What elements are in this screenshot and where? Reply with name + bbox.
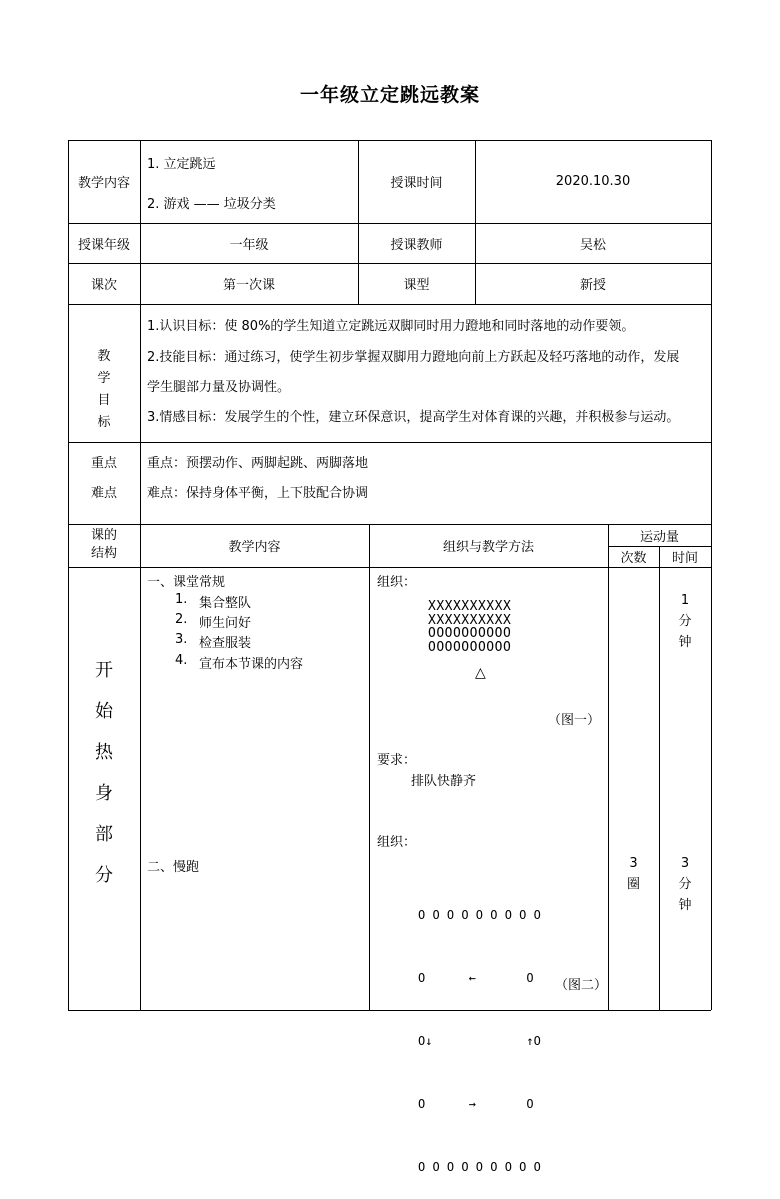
time-1: 1 分 钟 [678, 593, 692, 650]
figure-2-caption: （图二） [555, 978, 608, 993]
difficulty-text: 难点：保持身体平衡，上下肢配合协调 [147, 486, 369, 501]
run-row: O → O [418, 1097, 534, 1111]
keypoint-text: 重点：预摆动作、两脚起跳、两脚落地 [147, 456, 369, 471]
type-value: 新授 [579, 278, 606, 293]
content-item-1: 1. 立定跳远 [147, 157, 216, 172]
difficulty-label: 难点 [90, 486, 117, 501]
count-2: 3 圈 [626, 856, 640, 892]
teacher-label: 授课教师 [390, 237, 443, 253]
run-row: O↓ ↑O [418, 1034, 541, 1048]
list-item-number: 1. [175, 592, 188, 607]
run-row: O O O O O O O O O [418, 908, 541, 922]
list-item: 集合整队 [199, 596, 252, 611]
running-diagram [418, 863, 541, 1199]
goal-line-4: 3.情感目标：发展学生的个性，建立环保意识，提高学生对体育课的兴趣，并积极参与运动。 [147, 410, 680, 425]
list-item: 宣布本节课的内容 [199, 657, 304, 672]
requirement-label: 要求： [377, 753, 417, 768]
teacher-triangle-icon: △ [475, 665, 486, 681]
formation-row: OOOOOOOOOO [428, 626, 512, 641]
section-name: 开 始 热 身 部 分 [95, 660, 113, 886]
goal-line-2: 2.技能目标：通过练习，使学生初步掌握双脚用力蹬地向前上方跃起及轻巧落地的动作，发展 [147, 350, 680, 365]
time-2: 3 分 钟 [678, 856, 692, 913]
teacher-value: 吴松 [579, 237, 606, 253]
structure-header: 课的 结构 [90, 528, 117, 561]
org-label-1: 组织： [377, 575, 417, 590]
session-value: 第一次课 [222, 278, 275, 293]
org-label-2: 组织： [377, 835, 417, 850]
count-header: 次数 [620, 551, 647, 566]
content-item-2: 2. 游戏 —— 垃圾分类 [147, 197, 276, 212]
goal-line-1: 1.认识目标：使 80%的学生知道立定跳远双脚同时用力蹬地和同时落地的动作要领。 [147, 319, 635, 334]
load-header: 运动量 [639, 529, 679, 545]
time-label: 授课时间 [390, 176, 443, 191]
session-label: 课次 [90, 278, 117, 293]
requirement-text: 排队快静齐 [411, 774, 477, 789]
method-header: 组织与教学方法 [442, 540, 534, 555]
content-label: 教学内容 [77, 176, 130, 191]
part1-title: 一、课堂常规 [147, 575, 226, 590]
grade-label: 授课年级 [77, 237, 130, 253]
list-item-number: 3. [175, 632, 188, 647]
content-header: 教学内容 [228, 540, 281, 555]
list-item-number: 4. [175, 653, 188, 668]
goals-label: 教 学 目 标 [97, 349, 111, 430]
time-header: 时间 [671, 551, 698, 566]
part2-title: 二、慢跑 [147, 860, 200, 875]
formation-row: OOOOOOOOOO [428, 639, 512, 655]
list-item: 检查服装 [199, 636, 252, 651]
figure-1-caption: （图一） [548, 713, 601, 728]
page-title: 一年级立定跳远教案 [299, 84, 480, 106]
time-value: 2020.10.30 [555, 174, 631, 189]
type-label: 课型 [403, 278, 430, 293]
run-row: O ← O [418, 971, 534, 985]
grade-value: 一年级 [229, 237, 269, 253]
goal-line-3: 学生腿部力量及协调性。 [147, 380, 291, 395]
keypoint-label: 重点 [90, 456, 117, 471]
run-row: O O O O O O O O O [418, 1160, 541, 1174]
formation-row: XXXXXXXXXX [428, 599, 512, 614]
formation-row: XXXXXXXXXX [428, 612, 512, 628]
list-item: 师生问好 [199, 616, 252, 631]
formation-diagram [428, 600, 511, 654]
list-item-number: 2. [175, 612, 188, 627]
